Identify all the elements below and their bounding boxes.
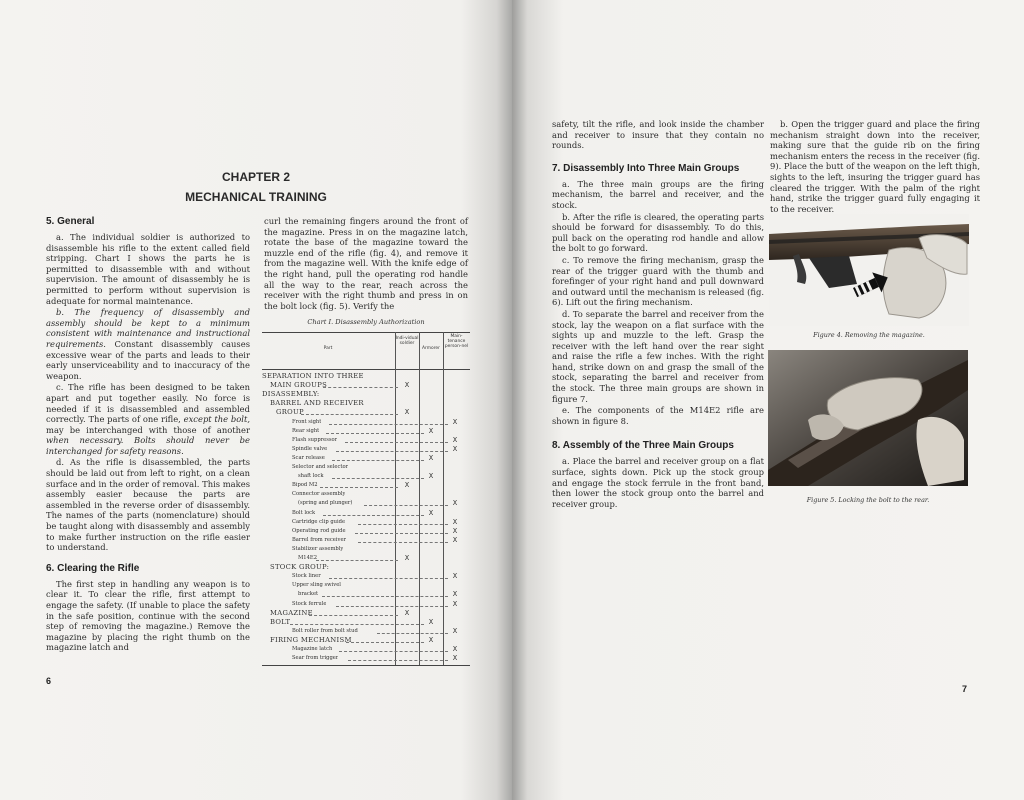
- chart-row-mark: X: [452, 444, 458, 453]
- chart-row-label: (spring and plunger): [298, 500, 353, 507]
- rifle-bolt-illustration: [768, 350, 968, 486]
- chart-row: [262, 581, 470, 589]
- chart-row-mark: X: [452, 590, 458, 599]
- section-7-para-e: e. The components of the M14E2 rifle are shown in figure 8.: [552, 405, 764, 426]
- section-5-heading: 5. General: [46, 216, 95, 227]
- chart-row: [262, 609, 470, 617]
- chapter-number: CHAPTER 2: [221, 170, 290, 184]
- chart-row-label: shaft lock: [298, 473, 324, 480]
- chart-row: [262, 590, 470, 598]
- chart-row-leader: [355, 532, 448, 534]
- chart-row-label: Stock ferrule: [292, 600, 327, 607]
- chart-row-mark: X: [428, 635, 434, 644]
- chart-row: [262, 481, 470, 489]
- chart-row: [262, 518, 470, 526]
- chart-row-leader: [326, 432, 424, 434]
- chart-row-label: Stabilizer assembly: [292, 545, 344, 552]
- chart-row-label: SEPARATION INTO THREE: [262, 372, 364, 380]
- page-number-left: 6: [46, 676, 52, 686]
- chapter-title: MECHANICAL TRAINING: [185, 190, 327, 204]
- chart-row-label: MAIN GROUPS: [270, 381, 328, 390]
- page-number-right: 7: [962, 684, 968, 694]
- chart-row: [262, 654, 470, 662]
- chart-row-mark: X: [404, 381, 410, 390]
- chart-row-leader: [345, 441, 448, 443]
- chart-row-leader: [332, 477, 424, 479]
- chart-row-mark: X: [404, 554, 410, 562]
- chart-row-mark: X: [428, 617, 434, 626]
- section-5-para-d: d. As the rifle is disassembled, the parts should be laid out from left to right, on a clean surface and in the order of removal. This makes assembly easier because the parts are assembled in the reverse order of disassembly. The names of the parts (nomenclature) should be taught along with disassembly and assembly to make further instruction on the rifle easier to understand.: [46, 457, 251, 553]
- section-8-para-b: b. Open the trigger guard and place the firing mechanism straight down into the receiver, making sure that the guide rib on the firing mechanism enters the recess in the receiver (fig. 9). Place the butt of the weapon on the left thigh, sights to the left, insuring the trigger guard has cleared the trigger. With the palm of the right hand, strike the trigger guard fully engaging it to the receiver.: [770, 119, 980, 214]
- chart-row-label: MAGAZINE: [270, 608, 313, 617]
- chart-row-label: Sear from trigger: [292, 655, 339, 662]
- chart-row-leader: [339, 650, 448, 652]
- chart-row: [262, 509, 470, 517]
- chart-row: [262, 490, 470, 498]
- chart-row-mark: X: [404, 608, 410, 617]
- chart-row: [262, 536, 470, 544]
- chart-row: [262, 527, 470, 535]
- figure-4-caption: Figure 4. Removing the magazine.: [813, 331, 925, 339]
- chart-row-mark: X: [452, 645, 458, 653]
- chart-row-leader: [322, 595, 448, 597]
- chart-row: [262, 372, 470, 380]
- chart-row-mark: X: [452, 535, 458, 544]
- chart-row-label: FIRING MECHANISM: [270, 635, 352, 644]
- chart-row-mark: X: [428, 453, 434, 462]
- chart-row-label: Selector and selector: [292, 464, 349, 470]
- section-7-para-c: c. To remove the firing mechanism, grasp the rear of the trigger guard with the thumb and forefinger of your right hand and pull downward and outward until the mechanism is released (fig. 6). Lift out the firing mechanism.: [552, 254, 764, 308]
- chart-row-label: Connector assembly: [292, 491, 346, 498]
- chart-col-soldier: Indi-vidual soldier: [395, 336, 419, 346]
- section-8-heading: 8. Assembly of the Three Main Groups: [552, 440, 734, 452]
- chart-col-armorer: Armorer: [422, 346, 440, 351]
- section-7-para-b: b. After the rifle is cleared, the operating parts should be forward for disassembly. To do this, pull back on the operating rod handle and allow the bolt to go forward.: [552, 211, 764, 254]
- chart-row: [262, 390, 470, 398]
- rifle-magazine-illustration: [769, 214, 969, 326]
- disassembly-chart: [262, 332, 470, 666]
- chart-row-label: Rear sight: [292, 427, 320, 434]
- section-7-para-d: d. To separate the barrel and receiver from the stock, lay the weapon on a flat surface with the sights up and muzzle to the left. Grasp the receiver with the left hand over the rear sight and raise the rifle a few inches. With the right hand, strike down on and grasp the small of the stock, separating the barrel and receiver from the stock. The three main groups are shown in figure 7.: [552, 308, 764, 404]
- chart-row-label: Flash suppressor: [292, 436, 338, 443]
- chart-row-label: BOLT: [270, 617, 291, 626]
- chart-row: [262, 399, 470, 407]
- chart-row-leader: [323, 386, 398, 388]
- chart-row-leader: [332, 459, 424, 461]
- chart-row-leader: [329, 577, 448, 579]
- chart-title: Chart I. Disassembly Authorization: [307, 318, 425, 326]
- chart-row-mark: X: [452, 599, 458, 608]
- chart-row: [262, 563, 470, 571]
- section-7-heading: 7. Disassembly Into Three Main Groups: [552, 162, 740, 174]
- section-6-heading: 6. Clearing the Rifle: [46, 562, 140, 574]
- chart-row-label: Front sight: [292, 418, 322, 425]
- chart-row-label: Cartridge clip guide: [292, 518, 346, 525]
- chart-row-label: Upper sling swivel: [292, 582, 341, 589]
- chart-row-leader: [323, 514, 424, 516]
- section-5-para-b-rest: Constant disassembly causes excessive wear of the parts and leads to their early unserviceability and to inaccuracy of the weapon.: [46, 338, 250, 381]
- section-5-para-b-lead: b. The frequency of disassembly and assembly should be kept to a minimum consistent with maintenance and instructional requirements.: [46, 307, 250, 349]
- chart-row-mark: X: [452, 654, 458, 663]
- chart-row: [262, 463, 470, 471]
- chart-row-leader: [309, 614, 398, 616]
- chart-row: [262, 572, 470, 580]
- chart-row-mark: X: [452, 517, 458, 526]
- chart-row-mark: X: [428, 426, 434, 435]
- chart-row-label: Operating rod guide: [292, 527, 346, 534]
- chart-row: [262, 418, 470, 426]
- chart-row-leader: [320, 486, 398, 488]
- chart-row-label: GROUP: [276, 408, 304, 417]
- chart-row-leader: [377, 632, 448, 634]
- section-7-para-a: a. The three main groups are the firing mechanism, the barrel and receiver, and the stock.: [552, 178, 764, 210]
- figure-4-photo: [769, 214, 969, 326]
- chart-bottom-rule: [262, 665, 470, 666]
- section-5-para-b: [46, 307, 250, 381]
- right-column-1: [552, 119, 764, 510]
- chart-row-leader: [329, 423, 448, 425]
- right-col-1-top: safety, tilt the rifle, and look inside the chamber and receiver to insure that they contain no rounds.: [552, 119, 764, 151]
- right-page: [512, 0, 1024, 800]
- chart-row-leader: [364, 504, 448, 506]
- chart-row-mark: X: [428, 508, 434, 517]
- chart-row: [262, 427, 470, 435]
- chart-row-leader: [358, 541, 448, 543]
- chart-row-label: Bolt roller from bolt stud: [292, 627, 358, 634]
- chart-row-leader: [316, 559, 398, 561]
- chart-row-label: bracket: [298, 591, 319, 598]
- right-column-2: [770, 119, 980, 215]
- section-5-para-c-mid: may be interchanged with those of another: [46, 424, 250, 435]
- section-8-para-a: a. Place the barrel and receiver group on a flat surface, sights down. Pick up the stock group and engage the stock ferrule in the front band, then lower the stock group onto the barrel and receiver group.: [552, 456, 764, 509]
- section-6-para: The first step in handling any weapon is to clear it. To clear the rifle, first attempt to engage the safety. (If unable to place the safety in the safe position, continue with the second step of removing the magazine.) Remove the magazine by placing the right thumb on the magazine latch and: [46, 578, 250, 653]
- chart-header: [262, 332, 470, 370]
- chart-row-mark: X: [452, 526, 458, 535]
- chart-row-leader: [358, 523, 448, 525]
- chart-row: [262, 618, 470, 626]
- chart-row-label: Bolt lock: [292, 509, 316, 516]
- chart-row-mark: X: [428, 472, 434, 481]
- chart-row: [262, 636, 470, 644]
- chart-row: [262, 381, 470, 389]
- chart-row-label: M14E2: [298, 555, 317, 561]
- chart-row: [262, 627, 470, 635]
- chart-col-maintenance: Main-tenance person-nel: [444, 334, 469, 349]
- chart-row-mark: X: [452, 626, 458, 635]
- left-column-2: [264, 216, 468, 312]
- chart-row: [262, 499, 470, 507]
- section-5-para-c-italic2: when necessary. Bolts should never be interchanged for safety reasons.: [46, 435, 250, 456]
- chart-row-label: Stock liner: [292, 573, 321, 580]
- chart-row-mark: X: [452, 435, 458, 444]
- chart-row-mark: X: [452, 572, 458, 581]
- chart-row-label: Bipod M2: [292, 482, 318, 489]
- chart-row: [262, 600, 470, 608]
- chart-row-mark: X: [404, 408, 410, 417]
- figure-5-photo: [768, 350, 968, 486]
- chart-col-part: Part: [323, 346, 333, 351]
- figure-5-caption: Figure 5. Locking the bolt to the rear.: [806, 496, 930, 504]
- chart-row: [262, 454, 470, 462]
- chart-row-leader: [348, 659, 448, 661]
- chart-row-mark: X: [452, 417, 458, 426]
- left-column-1: [46, 216, 250, 654]
- chart-row: [262, 445, 470, 453]
- section-5-para-a: a. The individual soldier is authorized to disassemble his rifle to the extent called field stripping. Chart I shows the parts he is permitted to disassemble with and without supervision. The amount of disassembly he is permitted to perform without supervision is adequate for normal maintenance.: [46, 232, 250, 306]
- chart-row-leader: [346, 641, 424, 643]
- chart-row-label: Scar release: [292, 454, 325, 461]
- chart-row: [262, 408, 470, 416]
- chart-row: [262, 545, 470, 553]
- chart-row-label: BARREL AND RECEIVER: [270, 399, 364, 408]
- section-5-para-c-italic1: except the bolt,: [180, 414, 250, 425]
- chart-row-leader: [336, 450, 448, 452]
- section-5-para-c-start: c. The rifle has been designed to be taken apart and put together easily. No force is needed if it is disassembled and assembled correctly. The parts of one rifle,: [46, 382, 250, 425]
- chart-row-label: Magazine latch: [292, 646, 333, 652]
- chart-row-leader: [290, 623, 424, 625]
- chart-row-mark: X: [404, 481, 410, 490]
- chart-row: [262, 645, 470, 653]
- chart-row-label: Spindle valve: [292, 445, 328, 452]
- chart-row: [262, 472, 470, 480]
- chart-row-label: DISASSEMBLY:: [262, 390, 320, 399]
- chart-row-leader: [301, 413, 398, 415]
- chart-row: [262, 436, 470, 444]
- column-2-para: curl the remaining fingers around the front of the magazine. Press in on the magazine latch, rotate the base of the magazine toward the muzzle end of the rifle (fig. 4), and remove it from the magazine well. With the knife edge of the right hand, pull the operating rod handle all the way to the rear, reach across the receiver with the right thumb and press in on the bolt lock (fig. 5). Verify the: [264, 216, 468, 311]
- chart-row: [262, 554, 470, 562]
- section-5-para-c: [46, 382, 250, 456]
- chart-row-label: STOCK GROUP:: [270, 563, 330, 572]
- chart-row-leader: [336, 605, 448, 607]
- chart-row-label: Barrel from receiver: [292, 536, 346, 543]
- chart-row-mark: X: [452, 499, 458, 508]
